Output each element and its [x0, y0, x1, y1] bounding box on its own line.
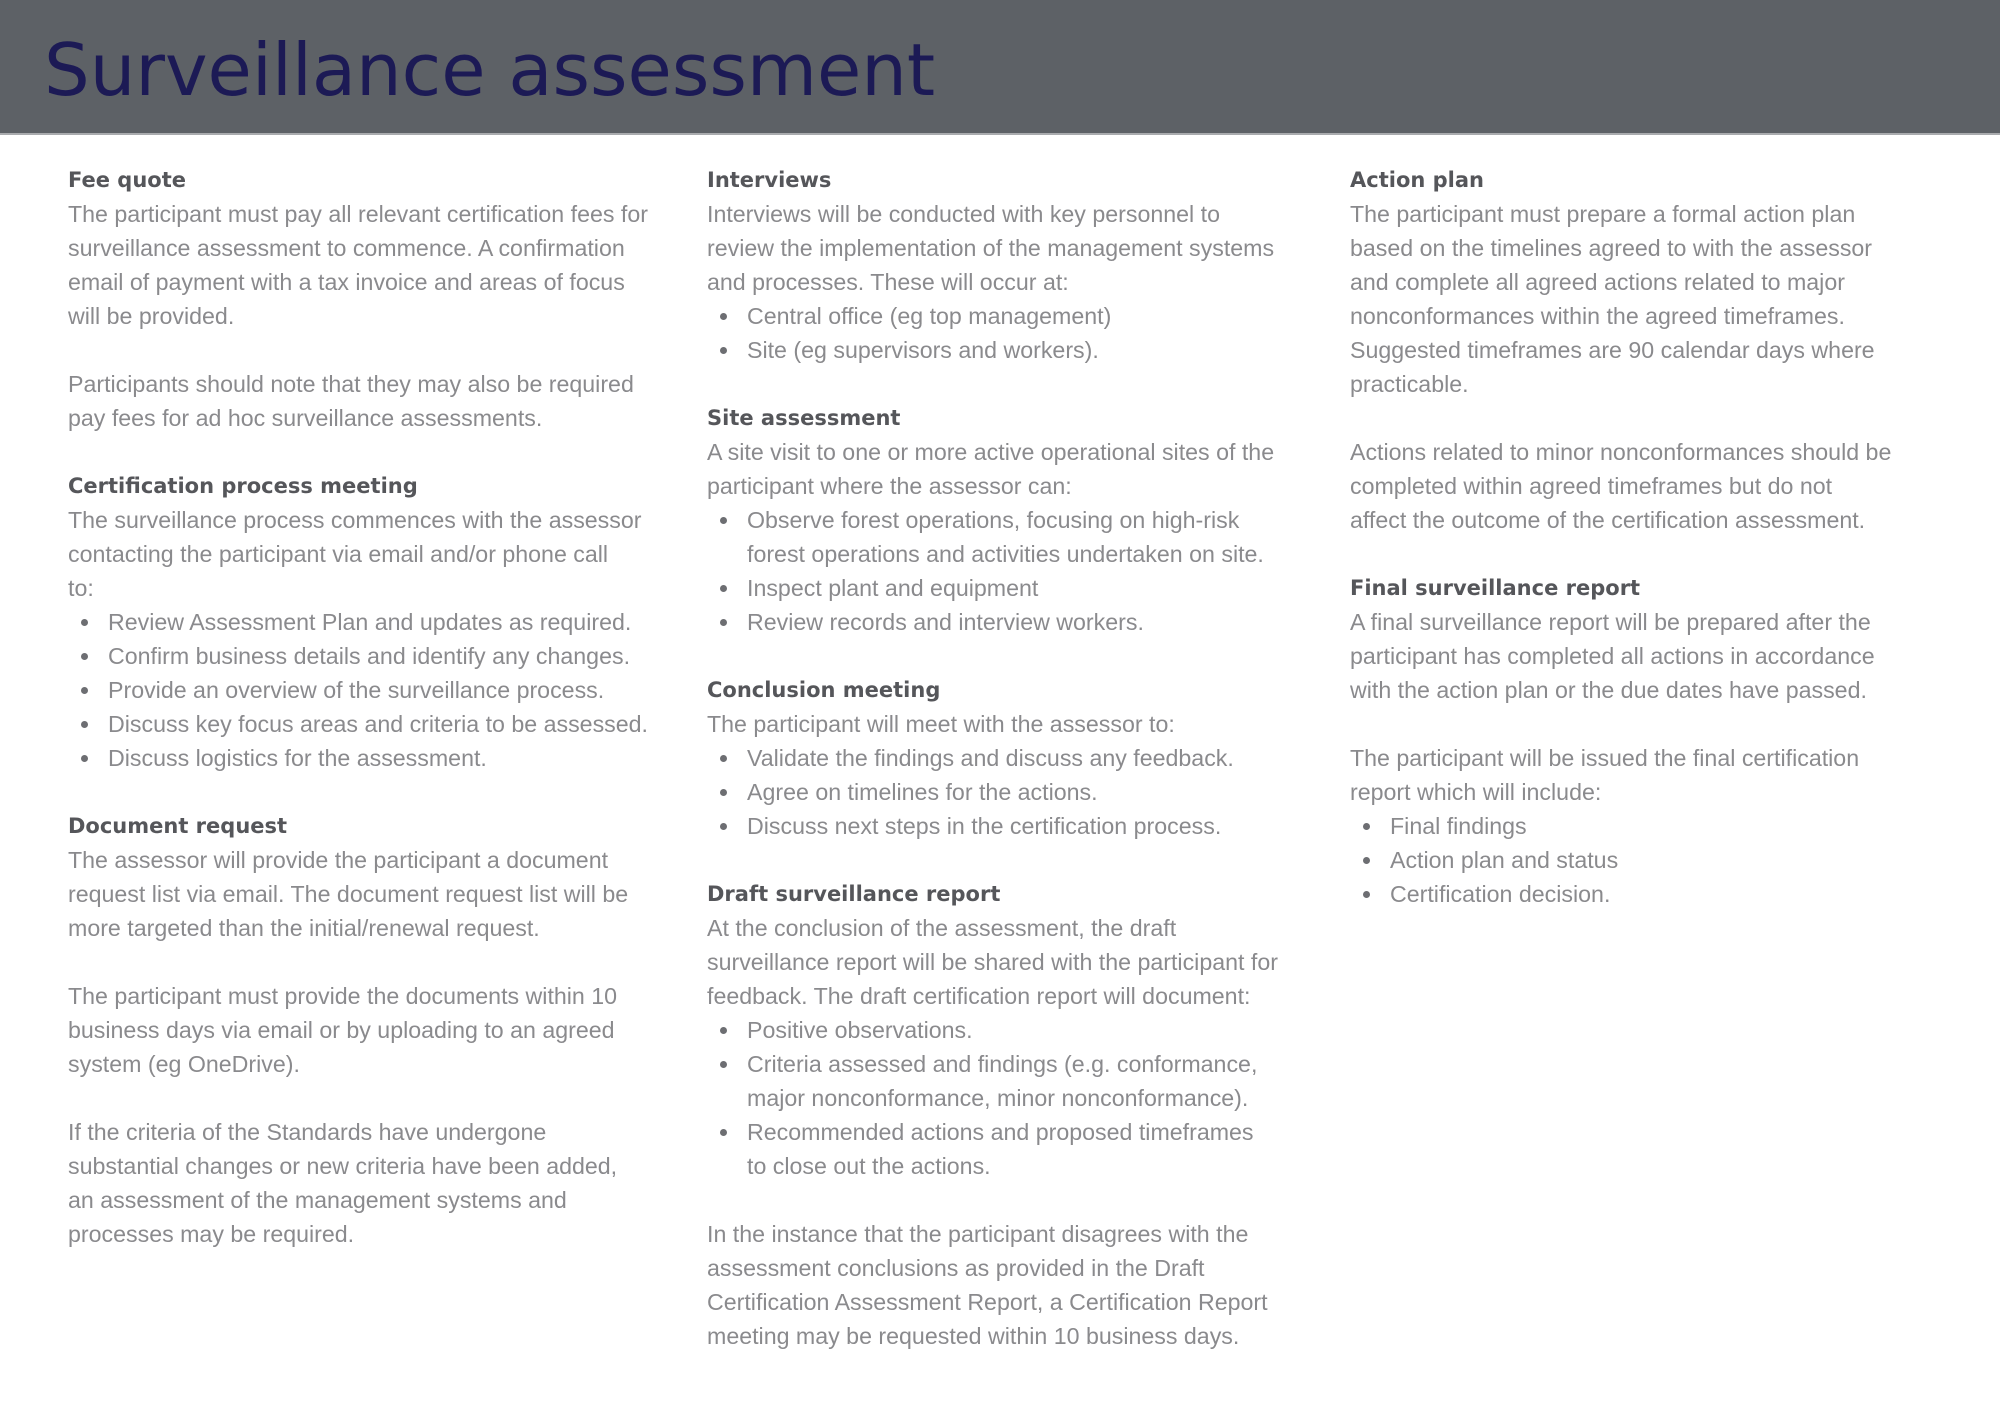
paragraph: The surveillance process commences with the assessor contacting the participant via email and/or phone call to: [68, 507, 642, 601]
bullet-icon [720, 789, 727, 796]
section-heading: Action plan [1350, 168, 1484, 192]
list-item [707, 571, 1332, 605]
paragraph: A final surveillance report will be prepared after the participant has completed all actions in accordance with the action plan or the due dates have passed. [1350, 609, 1875, 703]
bullet-icon [81, 755, 88, 762]
list-item-text: Observe forest operations, focusing on high-risk forest operations and activities undertaken on site. [747, 507, 1264, 567]
bullet-icon [81, 653, 88, 660]
page-title: Surveillance assessment [44, 28, 936, 112]
section-conclusion-meeting [707, 673, 1332, 843]
list-item [707, 809, 1332, 843]
paragraph: The participant will be issued the final certification report which will include: [1350, 745, 1860, 805]
bullet-list [707, 299, 1332, 367]
section-draft-surveillance-report [707, 877, 1332, 1353]
list-item [1350, 809, 1975, 843]
list-item [68, 741, 693, 775]
list-item [68, 605, 693, 639]
paragraph: The participant must pay all relevant certification fees for surveillance assessment to commence. A confirmation email of payment with a tax invoice and areas of focus will be provided. [68, 201, 648, 329]
list-item-text: Validate the findings and discuss any feedback. [747, 745, 1234, 771]
section-action-plan [1350, 163, 1975, 537]
list-item [707, 333, 1332, 367]
list-item-text: Review records and interview workers. [747, 609, 1144, 635]
paragraph: Interviews will be conducted with key personnel to review the implementation of the management systems and processes. These will occur at: [707, 201, 1275, 295]
bullet-list [68, 605, 693, 775]
bullet-icon [1363, 891, 1370, 898]
section-heading: Fee quote [68, 168, 186, 192]
list-item [68, 707, 693, 741]
list-item-text: Central office (eg top management) [747, 303, 1112, 329]
section-heading: Document request [68, 814, 288, 838]
list-item [707, 1047, 1332, 1115]
bullet-icon [720, 585, 727, 592]
bullet-icon [720, 1027, 727, 1034]
bullet-icon [720, 619, 727, 626]
list-item [707, 1013, 1332, 1047]
section-certification-process-meeting [68, 469, 693, 775]
list-item-text: Final findings [1390, 813, 1527, 839]
bullet-icon [720, 823, 727, 830]
list-item [1350, 843, 1975, 877]
list-item [68, 639, 693, 673]
list-item [707, 775, 1332, 809]
list-item [707, 1115, 1332, 1183]
paragraph: At the conclusion of the assessment, the draft surveillance report will be shared with the participant for feedback. The draft certification report will document: [707, 915, 1278, 1009]
list-item-text: Confirm business details and identify any changes. [108, 643, 631, 669]
list-item-text: Recommended actions and proposed timeframes to close out the actions. [747, 1119, 1254, 1179]
paragraph: The participant must provide the documents within 10 business days via email or by uploading to an agreed system (eg OneDrive). [68, 983, 618, 1077]
list-item-text: Discuss next steps in the certification process. [747, 813, 1222, 839]
bullet-icon [720, 1061, 727, 1068]
bullet-icon [81, 619, 88, 626]
list-item-text: Discuss key focus areas and criteria to be assessed. [108, 711, 649, 737]
section-heading: Draft surveillance report [707, 882, 1001, 906]
bullet-icon [720, 517, 727, 524]
bullet-list [707, 503, 1332, 639]
paragraph: If the criteria of the Standards have undergone substantial changes or new criteria have been added, an assessment of the management systems and processes may be required. [68, 1119, 618, 1247]
paragraph: The assessor will provide the participant a document request list via email. The document request list will be more targeted than the initial/renewal request. [68, 847, 629, 941]
section-document-request [68, 809, 693, 1251]
list-item-text: Review Assessment Plan and updates as required. [108, 609, 632, 635]
section-site-assessment [707, 401, 1332, 639]
section-interviews [707, 163, 1332, 367]
bullet-icon [81, 721, 88, 728]
header-banner [0, 0, 2000, 135]
paragraph: Actions related to minor nonconformances should be completed within agreed timeframes but do not affect the outcome of the certification assessment. [1350, 439, 1892, 533]
paragraph: The participant will meet with the assessor to: [707, 711, 1175, 737]
list-item [707, 299, 1332, 333]
list-item-text: Agree on timelines for the actions. [747, 779, 1098, 805]
bullet-list [707, 741, 1332, 843]
list-item [1350, 877, 1975, 911]
section-fee-quote [68, 163, 693, 435]
paragraph: In the instance that the participant disagrees with the assessment conclusions as provided in the Draft Certification Assessment Report, a Certification Report meeting may be requested within 10 business days. [707, 1221, 1268, 1349]
section-heading: Interviews [707, 168, 832, 192]
list-item-text: Certification decision. [1390, 881, 1611, 907]
list-item-text: Site (eg supervisors and workers). [747, 337, 1099, 363]
list-item-text: Positive observations. [747, 1017, 973, 1043]
section-heading: Conclusion meeting [707, 678, 941, 702]
list-item [707, 741, 1332, 775]
bullet-list [1350, 809, 1975, 911]
list-item-text: Provide an overview of the surveillance process. [108, 677, 605, 703]
bullet-icon [720, 1129, 727, 1136]
column-left [68, 163, 693, 1285]
list-item-text: Criteria assessed and findings (e.g. conformance, major nonconformance, minor nonconformance). [747, 1051, 1258, 1111]
section-heading: Final surveillance report [1350, 576, 1641, 600]
bullet-icon [1363, 857, 1370, 864]
list-item [68, 673, 693, 707]
list-item-text: Discuss logistics for the assessment. [108, 745, 487, 771]
bullet-icon [720, 313, 727, 320]
bullet-icon [81, 687, 88, 694]
paragraph: The participant must prepare a formal action plan based on the timelines agreed to with the assessor and complete all agreed actions related to major nonconformances within the agreed timeframes. Suggested timeframes are 90 calendar days where practicable. [1350, 201, 1875, 397]
paragraph: A site visit to one or more active operational sites of the participant where the assessor can: [707, 439, 1275, 499]
list-item-text: Action plan and status [1390, 847, 1619, 873]
column-right [1350, 163, 1975, 945]
section-heading: Certification process meeting [68, 474, 418, 498]
list-item [707, 503, 1332, 571]
bullet-list [707, 1013, 1332, 1183]
list-item [707, 605, 1332, 639]
section-heading: Site assessment [707, 406, 901, 430]
list-item-text: Inspect plant and equipment [747, 575, 1039, 601]
bullet-icon [1363, 823, 1370, 830]
bullet-icon [720, 347, 727, 354]
bullet-icon [720, 755, 727, 762]
column-middle [707, 163, 1332, 1387]
section-final-surveillance-report [1350, 571, 1975, 911]
paragraph: Participants should note that they may also be required pay fees for ad hoc surveillance assessments. [68, 371, 634, 431]
